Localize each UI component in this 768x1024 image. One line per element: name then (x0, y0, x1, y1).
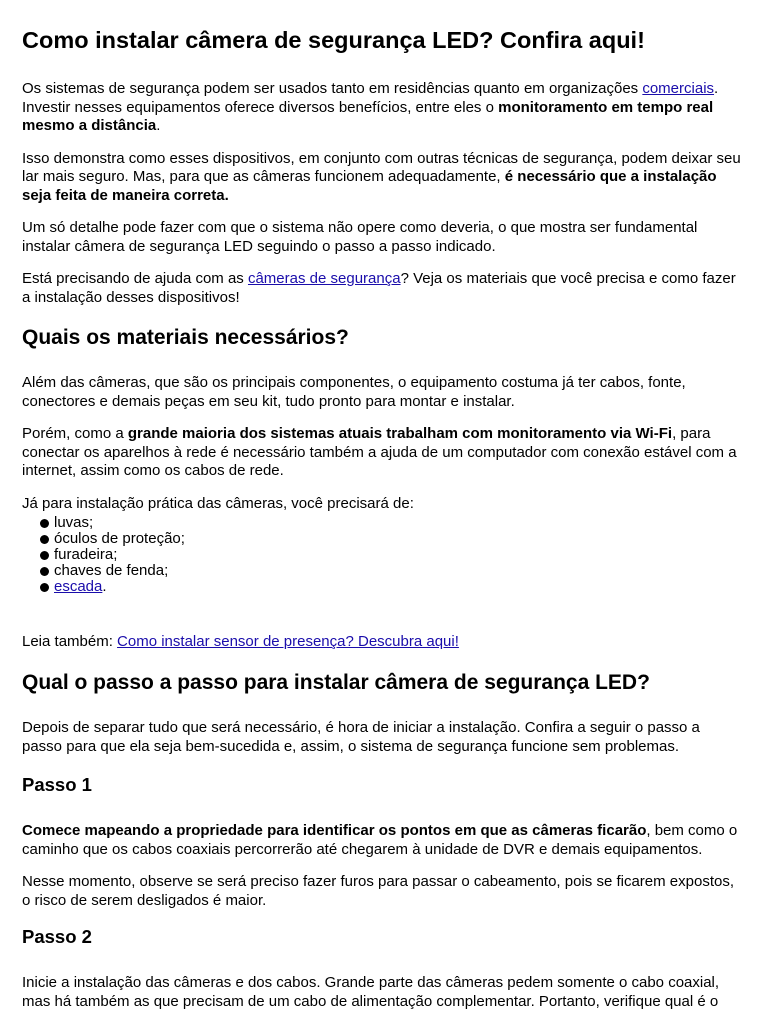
step-2-paragraph-1: Inicie a instalação das câmeras e dos cabos. Grande parte das câmeras pedem somente o cabo coaxial, mas há também as que precisam de um cabo de alimentação complementar. Portanto, verifique qual é o (22, 974, 720, 1010)
materials-paragraph-3: Já para instalação prática das câmeras, você precisará de: (22, 494, 414, 512)
intro-paragraph-4 (22, 270, 744, 307)
bold-text: Comece mapeando a propriedade para identificar os pontos em que as câmeras ficarão (22, 822, 647, 840)
list-item-text: luvas; (54, 514, 94, 532)
list-item (40, 563, 744, 579)
text: Porém, como a (22, 425, 128, 443)
intro-paragraph-3: Um só detalhe pode fazer com que o sistema não opere como deveria, o que mostra ser fundamental instalar câmera de segurança LED seguindo o passo a passo indicado. (22, 219, 698, 255)
text: Está precisando de ajuda com as (22, 270, 248, 288)
list-item-text: óculos de proteção; (54, 530, 185, 548)
bold-text: é necessário que a instalação seja feita de maneira correta. (22, 168, 717, 204)
bullet-icon (40, 519, 49, 528)
link-comerciais[interactable]: comerciais (642, 80, 715, 98)
link-escada[interactable]: escada (54, 578, 103, 596)
section-heading-materials: Quais os materiais necessários? (22, 326, 349, 350)
bullet-icon (40, 567, 49, 576)
materials-paragraph-1: Além das câmeras, que são os principais componentes, o equipamento costuma já ter cabos, fonte, conectores e demais peças em seu kit, tudo pronto para montar e instalar. (22, 374, 686, 410)
page-title: Como instalar câmera de segurança LED? Confira aqui! (22, 27, 645, 53)
list-item (40, 515, 744, 531)
materials-paragraph-2 (22, 425, 744, 481)
text: ? Veja os materiais que você precisa e como fazer a instalação desses dispositivos! (22, 270, 736, 306)
list-item (40, 579, 744, 595)
text: , bem como o caminho que os cabos coaxiais percorrerão até chegarem à unidade de DVR e demais equipamentos. (22, 822, 738, 858)
bullet-icon (40, 535, 49, 544)
intro-paragraph-1 (22, 80, 744, 136)
text: Isso demonstra como esses dispositivos, em conjunto com outras técnicas de segurança, podem deixar seu lar mais seguro. Mas, para que as câmeras funcionem adequadamente, (22, 149, 741, 186)
materials-list (40, 515, 744, 595)
text: , para conectar os aparelhos à rede é necessário também a ajuda de um computador com conexão estável com a internet, assim como os cabos de rede. (22, 425, 737, 480)
steps-intro: Depois de separar tudo que será necessário, é hora de iniciar a instalação. Confira a seguir o passo a passo para que ela seja bem-sucedida e, assim, o sistema de segurança funcione sem problemas. (22, 719, 700, 755)
section-heading-steps: Qual o passo a passo para instalar câmera de segurança LED? (22, 670, 650, 694)
list-item-text: . (102, 578, 107, 596)
spacer (22, 607, 744, 633)
intro-paragraph-2 (22, 150, 744, 206)
read-also-label: Leia também: (22, 633, 118, 651)
bold-text: grande maioria dos sistemas atuais trabalham com monitoramento via Wi-Fi (127, 425, 673, 443)
read-also (22, 633, 744, 652)
link-read-also[interactable]: Como instalar sensor de presença? Descubra aqui! (117, 633, 459, 651)
step-1-paragraph-2: Nesse momento, observe se será preciso fazer furos para passar o cabeamento, pois se ficarem expostos, o risco de serem desligados é maior. (22, 873, 735, 909)
list-item-text: furadeira; (54, 546, 118, 564)
text: . (156, 117, 161, 135)
bullet-icon (40, 551, 49, 560)
list-item-text: chaves de fenda; (54, 562, 169, 580)
list-item (40, 531, 744, 547)
text: Os sistemas de segurança podem ser usados tanto em residências quanto em organizações (22, 80, 643, 98)
list-item (40, 547, 744, 563)
bold-text: monitoramento em tempo real mesmo a distância (22, 98, 714, 135)
bullet-icon (40, 583, 49, 592)
step-1-paragraph-1 (22, 822, 744, 859)
step-1-heading: Passo 1 (22, 774, 92, 796)
link-cameras-de-seguranca[interactable]: câmeras de segurança (247, 270, 401, 288)
step-2-heading: Passo 2 (22, 926, 92, 948)
text: . Investir nesses equipamentos oferece diversos benefícios, entre eles o (22, 80, 719, 116)
